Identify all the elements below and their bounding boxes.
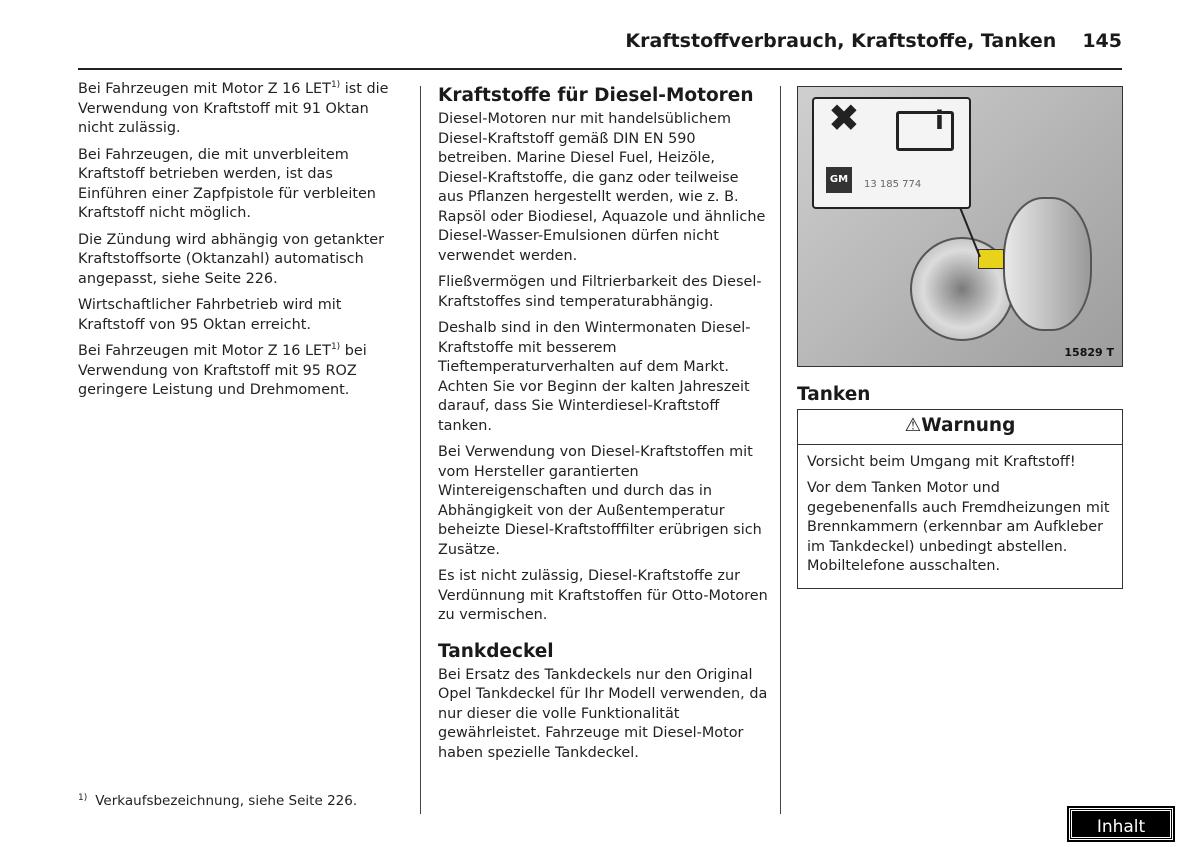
warning-box [797,409,1123,589]
header-rule [78,68,1122,70]
warning-triangle-icon: ⚠ [904,415,922,436]
gm-logo: GM [826,167,852,193]
text: bei Verwendung von Kraftstoff mit 95 ROZ geringere Leistung und Drehmoment. [78,343,367,398]
warning-title-text: Warnung [921,415,1016,436]
fuel-sticker-zoom [812,97,971,209]
paragraph: Wirtschaftlicher Fahrbetrieb wird mit Kraftstoff von 95 Oktan erreicht. [78,297,342,333]
text: ist die Verwendung von Kraftstoff mit 91 Oktan nicht zulässig. [78,81,389,136]
heading-diesel-fuels: Kraftstoffe für Diesel-Motoren [438,85,754,106]
paragraph: Fließvermögen und Filtrierbarkeit des Diesel-Kraftstoffes sind temperaturabhängig. [438,274,762,310]
part-number: 13 185 774 [864,179,922,190]
footnote-ref: 1) [330,342,341,353]
paragraph: Vorsicht beim Umgang mit Kraftstoff! [807,453,1076,470]
column-right [797,86,1123,589]
paragraph: Bei Verwendung von Diesel-Kraftstoffen mit vom Hersteller garantierten Wintereigenschaften und durch das in Abhängigkeit von der Außentemperatur beheizte Diesel-Kraftstofffilter erübrigen sich Zusätze. [438,444,762,558]
footnote [78,793,357,809]
fuel-sticker-small [978,249,1004,269]
paragraph: Bei Ersatz des Tankdeckels nur den Original Opel Tankdeckel für Ihr Modell verwenden, da nur dieser die volle Funktionalität gewährleistet. Fahrzeuge mit Diesel-Motor haben spezielle Tankdeckel. [438,666,768,761]
paragraph: Die Zündung wird abhängig von getankter Kraftstoffsorte (Oktanzahl) automatisch angepasst, siehe Seite 226. [78,231,385,287]
paragraph: Diesel-Motoren nur mit handelsüblichem Diesel-Kraftstoff gemäß DIN EN 590 betreiben. Marine Diesel Fuel, Heizöle, Diesel-Kraftstoffe, die ganz oder teilweise aus Pflanzen hergestellt werden, wie z. B. Rapsöl oder Biodiesel, Aquazole und ähnliche Diesel-Wasser-Emulsionen dürfen nicht verwendet werden. [438,111,766,264]
page-header [625,30,1122,52]
paragraph: Deshalb sind in den Wintermonaten Diesel-Kraftstoffe mit besserem Tieftemperaturverhalten auf dem Markt. Achten Sie vor Beginn der kalten Jahreszeit darauf, dass Sie Winterdiesel-Kraftstoff tanken. [438,320,751,434]
column-divider-2 [780,86,781,814]
heading-fuel-cap: Tankdeckel [438,640,554,662]
contents-button[interactable]: Inhalt [1069,808,1173,840]
text: Bei Fahrzeugen mit Motor Z 16 LET [78,81,331,97]
no-open-flame-icon: ✖ [828,96,860,140]
fuel-cap-photo [797,86,1123,367]
paragraph: Bei Fahrzeugen, die mit unverbleitem Kraftstoff betrieben werden, ist das Einführen einer Zapfpistole für verbleiten Kraftstoff nicht möglich. [78,146,376,221]
warning-body [798,445,1122,588]
paragraph: Vor dem Tanken Motor und gegebenenfalls auch Fremdheizungen mit Brennkammern (erkennbar am Aufkleber im Tankdeckel) unbedingt abstellen. Mobiltelefone ausschalten. [807,480,1110,574]
fuel-cap-flap [1003,197,1092,331]
section-title: Kraftstoffverbrauch, Kraftstoffe, Tanken [625,30,1057,52]
heading-refuelling: Tanken [797,384,871,405]
page-number: 145 [1082,30,1122,52]
paragraph [78,342,405,401]
read-manual-icon [896,111,954,151]
text: Bei Fahrzeugen mit Motor Z 16 LET [78,343,331,359]
paragraph: Es ist nicht zulässig, Diesel-Kraftstoffe zur Verdünnung mit Kraftstoffen für Otto-Motoren zu vermischen. [438,568,768,623]
column-middle [438,80,768,770]
figure-code: 15829 T [1064,345,1114,359]
paragraph [78,80,405,139]
warning-title [798,410,1122,445]
footnote-ref: 1) [330,80,341,91]
footnote-text: Verkaufsbezeichnung, siehe Seite 226. [95,793,358,809]
footnote-marker: 1) [78,792,88,803]
column-divider-1 [420,86,421,814]
column-left [78,80,405,408]
